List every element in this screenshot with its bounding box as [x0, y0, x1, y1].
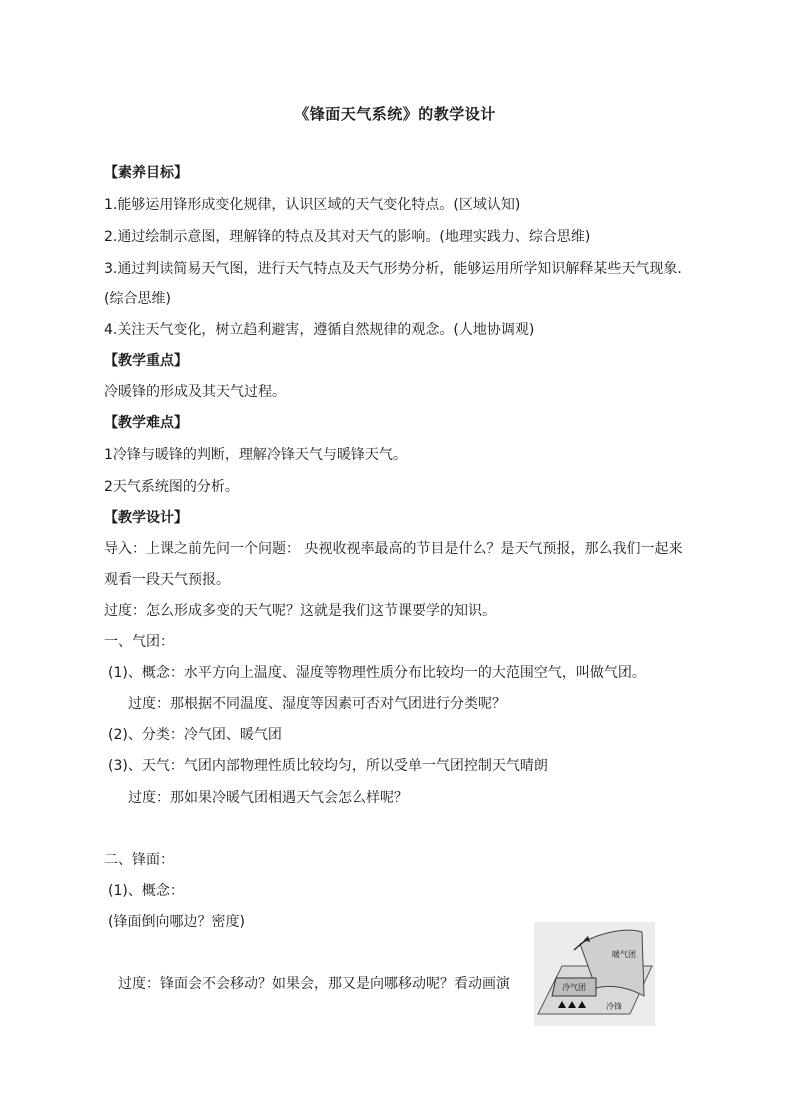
difficulty-2: 2天气系统图的分析。 — [104, 479, 239, 495]
cold-front-diagram — [534, 922, 655, 1026]
section-1-weather: (3)、天气：气团内部物理性质比较均匀，所以受单一气团控制天气晴朗 — [108, 758, 548, 774]
difficulties-heading: 【教学难点】 — [104, 415, 188, 431]
difficulty-1: 1冷锋与暖锋的判断，理解冷锋天气与暖锋天气。 — [104, 447, 407, 463]
section-2-heading: 二、锋面： — [104, 852, 174, 868]
intro-line-2: 观看一段天气预报。 — [104, 572, 230, 588]
key-points-heading: 【教学重点】 — [104, 353, 188, 369]
intro-line-1: 导入：上课之前先问一个问题： 央视收视率最高的节目是什么？是天气预报，那么我们一起来 — [104, 541, 683, 557]
section-1-classification: (2)、分类：冷气团、暖气团 — [108, 727, 282, 743]
cold-air-label: 冷气团 — [562, 983, 586, 992]
goal-2: 2.通过绘制示意图，理解锋的特点及其对天气的影响。(地理实践力、综合思维) — [104, 229, 591, 245]
transition-1: 过度：怎么形成多变的天气呢？这就是我们这节课要学的知识。 — [104, 603, 496, 619]
goals-heading: 【素养目标】 — [104, 165, 188, 181]
goal-3-note: (综合思维) — [104, 291, 171, 307]
cold-front-label: 冷锋 — [606, 1002, 622, 1011]
section-2-transition: 过度：锋面会不会移动？如果会，那又是向哪移动呢？看动画演 — [118, 976, 510, 992]
page-title: 《锋面天气系统》的教学设计 — [294, 105, 496, 123]
section-2-concept: (1)、概念： — [108, 883, 184, 899]
design-heading: 【教学设计】 — [104, 510, 188, 526]
section-1-heading: 一、气团： — [104, 634, 174, 650]
goal-1: 1.能够运用锋形成变化规律，认识区域的天气变化特点。(区域认知) — [104, 197, 521, 213]
section-1-transition-2: 过度：那如果冷暖气团相遇天气会怎么样呢？ — [128, 790, 408, 806]
warm-air-label: 暖气团 — [612, 950, 636, 959]
section-2-question: (锋面倒向哪边？密度) — [108, 914, 245, 930]
goal-3: 3.通过判读简易天气图，进行天气特点及天气形势分析，能够运用所学知识解释某些天气现象. — [104, 261, 682, 277]
section-1-transition: 过度：那根据不同温度、湿度等因素可否对气团进行分类呢？ — [128, 696, 506, 712]
key-point-1: 冷暖锋的形成及其天气过程。 — [104, 384, 286, 400]
section-1-concept: (1)、概念：水平方向上温度、湿度等物理性质分布比较均一的大范围空气，叫做气团。 — [108, 665, 646, 681]
goal-4: 4.关注天气变化，树立趋利避害，遵循自然规律的观念。(人地协调观) — [104, 322, 535, 338]
